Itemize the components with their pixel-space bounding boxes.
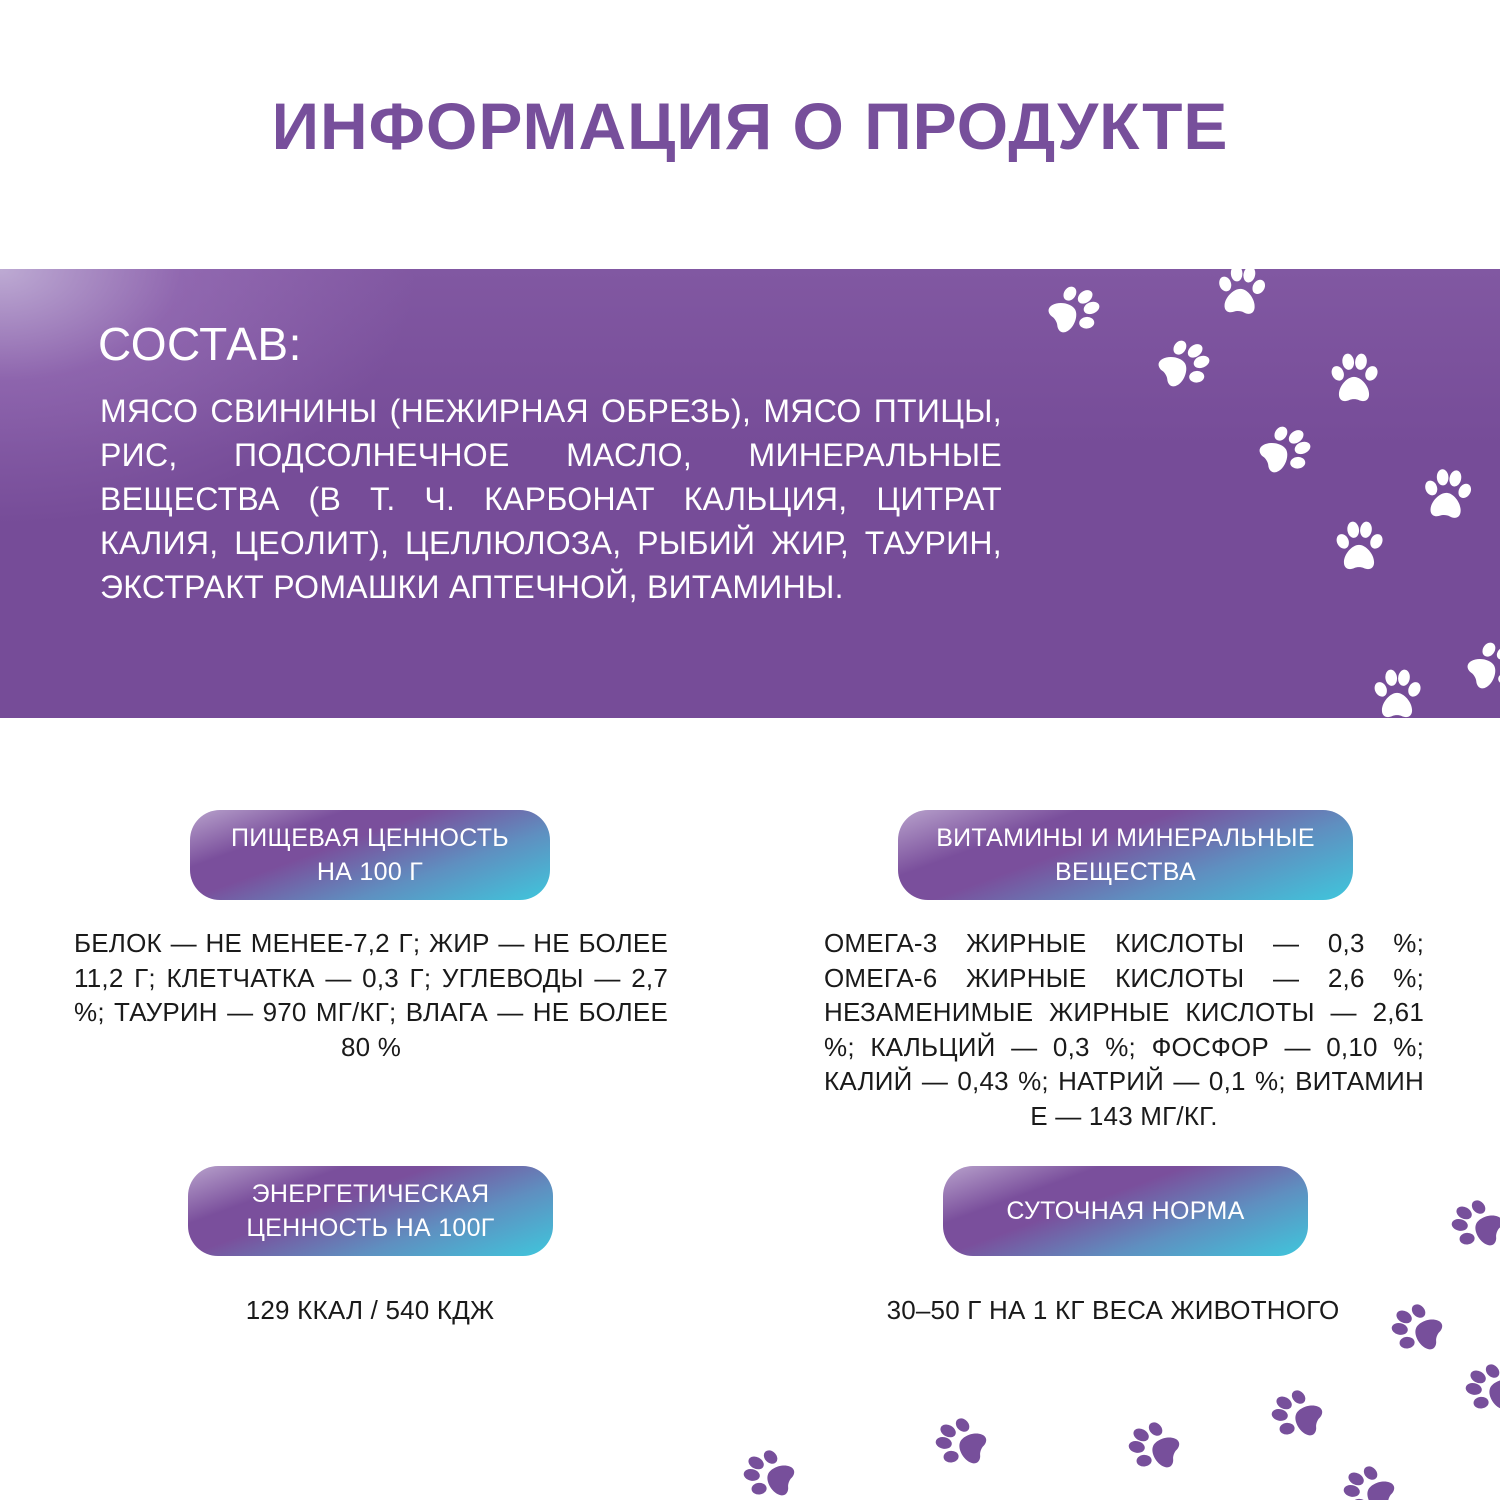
paw-print-icon <box>1210 269 1273 321</box>
paw-print-icon <box>1245 410 1324 489</box>
paw-print-icon <box>1416 463 1479 526</box>
paw-print-icon <box>1117 1410 1191 1484</box>
page-title: ИНФОРМАЦИЯ О ПРОДУКТЕ <box>271 89 1229 163</box>
energy-label-pill <box>188 1166 553 1256</box>
composition-text: МЯСО СВИНИНЫ (НЕЖИРНАЯ ОБРЕЗЬ), МЯСО ПТИЦЫ, РИС, ПОДСОЛНЕЧНОЕ МАСЛО, МИНЕРАЛЬНЫЕ ВЕЩЕСТВА (В Т. Ч. КАРБОНАТ КАЛЬЦИЯ, ЦИТРАТ КАЛИЯ, ЦЕОЛИТ), ЦЕЛЛЮЛОЗА, РЫБИЙ ЖИР, ТАУРИН, ЭКСТРАКТ РОМАШКИ АПТЕЧНОЙ, ВИТАМИНЫ. <box>100 393 1002 605</box>
paw-print-icon <box>1440 1188 1500 1262</box>
paw-print-icon <box>924 1406 998 1480</box>
daily-norm-label: СУТОЧНАЯ НОРМА <box>1006 1197 1245 1225</box>
nutrition-label-line2: НА 100 Г <box>316 858 424 886</box>
vitamins-label-line1: ВИТАМИНЫ И МИНЕРАЛЬНЫЕ <box>936 824 1315 852</box>
paw-print-icon <box>1453 626 1500 705</box>
vitamins-label-pill <box>898 810 1353 900</box>
energy-text: 129 ККАЛ / 540 КДЖ <box>245 1295 495 1325</box>
paw-print-icon <box>1325 349 1383 407</box>
paw-print-icon <box>1144 324 1223 403</box>
paw-print-icon <box>1368 665 1426 718</box>
paw-print-icon <box>1330 517 1388 575</box>
paw-print-icon <box>1332 1454 1406 1500</box>
nutrition-label-pill <box>190 810 550 900</box>
paw-print-icon <box>1454 1352 1500 1426</box>
composition-heading: СОСТАВ: <box>98 318 302 370</box>
composition-banner <box>0 269 1500 718</box>
paw-print-icon <box>1260 1378 1334 1452</box>
daily-norm-label-pill <box>943 1166 1308 1256</box>
energy-label-line1: ЭНЕРГЕТИЧЕСКАЯ <box>251 1180 490 1208</box>
paw-print-icon <box>732 1438 806 1500</box>
nutrition-label-line1: ПИЩЕВАЯ ЦЕННОСТЬ <box>231 824 509 852</box>
paw-print-icon <box>1034 270 1113 349</box>
vitamins-label-line2: ВЕЩЕСТВА <box>1055 858 1196 886</box>
vitamins-text: ОМЕГА-3 ЖИРНЫЕ КИСЛОТЫ — 0,3 %; ОМЕГА-6 ЖИРНЫЕ КИСЛОТЫ — 2,6 %; НЕЗАМЕНИМЫЕ ЖИРНЫЕ КИСЛОТЫ — 2,61 %; КАЛЬЦИЙ — 0,3 %; ФОСФОР — 0,10 %; КАЛИЙ — 0,43 %; НАТРИЙ — 0,1 %; ВИТАМИН Е — 143 МГ/КГ. <box>824 928 1424 1131</box>
energy-label-line2: ЦЕННОСТЬ НА 100Г <box>246 1214 495 1242</box>
daily-norm-text: 30–50 Г НА 1 КГ ВЕСА ЖИВОТНОГО <box>886 1295 1340 1325</box>
nutrition-text: БЕЛОК — НЕ МЕНЕЕ-7,2 Г; ЖИР — НЕ БОЛЕЕ 11,2 Г; КЛЕТЧАТКА — 0,3 Г; УГЛЕВОДЫ — 2,7 %; ТАУРИН — 970 МГ/КГ; ВЛАГА — НЕ БОЛЕЕ 80 % <box>74 928 668 1062</box>
